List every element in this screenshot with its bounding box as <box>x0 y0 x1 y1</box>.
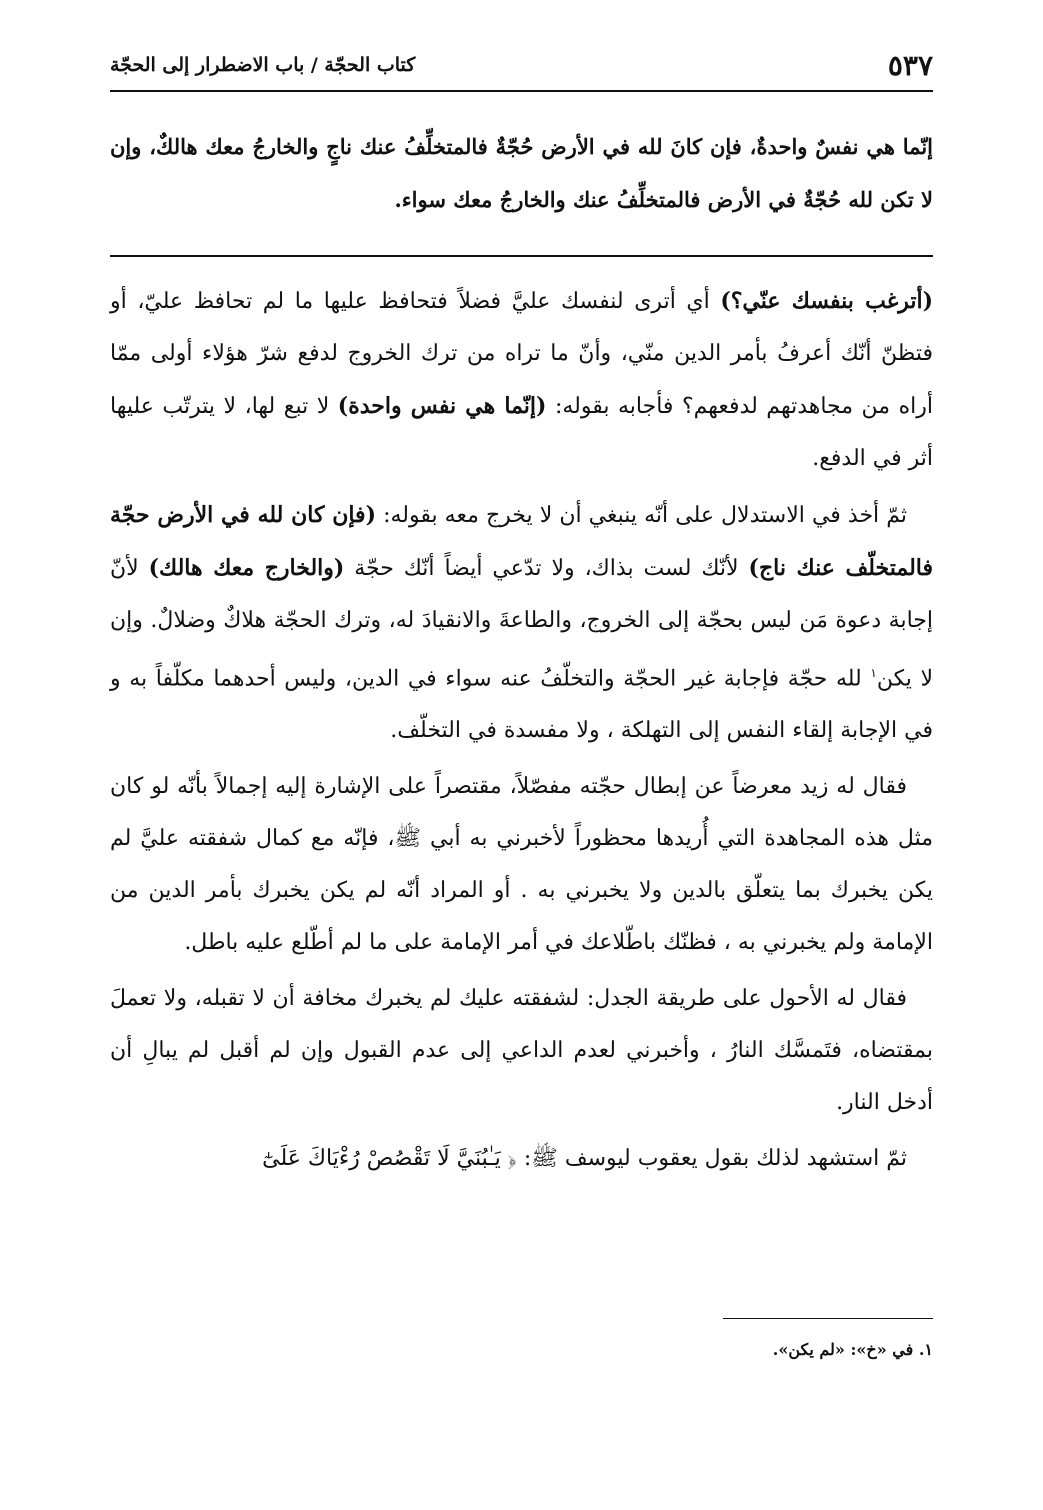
commentary-paragraph-1: (أترغب بنفسك عنّي؟) أي أترى لنفسك عليَّ فضلاً فتحافظ عليها ما لم تحافظ عليّ، أو فتظنّ أنّك أعرفُ بأمر الدين منّي، وأنّ ما تراه من ترك الخروج لدفع شرّ هؤلاء أولى ممّا أراه من مجاهدتهم لدفعهم؟ فأجابه بقوله: (إنّما هي نفس واحدة) لا تبع لها، لا يترتّب عليها أثر في الدفع. <box>110 288 933 471</box>
quoted-phrase: (والخارج معك هالك) <box>148 555 345 581</box>
footnote: ١. في «خ»: «لم يكن». <box>772 1340 933 1359</box>
quoted-phrase: (إنّما هي نفس واحدة) <box>337 393 547 419</box>
hadith-text: إنّما هي نفسٌ واحدةٌ، فإن كانَ لله في الأرض حُجّةٌ فالمتخلِّفُ عنك ناجٍ والخارجُ معك هالكٌ، وإن لا تكن لله حُجّةٌ في الأرض فالمتخلِّفُ عنك والخارجُ معك سواء. <box>110 134 933 212</box>
commentary-paragraph-5: ثمّ استشهد لذلك بقول يعقوب ليوسف ﷺ: ﴿ يَـٰبُنَيَّ لَا تَقْصُصْ رُءْيَاكَ عَلَىٰٓ <box>262 1146 907 1172</box>
page-number: ٥٣٧ <box>887 48 933 82</box>
commentary-paragraph-2: ثمّ أخذ في الاستدلال على أنّه ينبغي أن لا يخرج معه بقوله: (فإن كان لله في الأرض حجّة فالمتخلّف عنك ناج) لأنّك لست بذاك، ولا تدّعي أيضاً أنّك حجّة (والخارج معك هالك) لأنّ إجابة دعوة مَن ليس بحجّة إلى الخروج، والطاعةَ والانقيادَ له، وترك الحجّة هلاكٌ وضلالٌ. وإن لا يكن$^١$ لله حجّة فإجابة غير الحجّة والتخلّفُ عنه سواء في الدين، وليس أحدهما مكلّفاً به و في الإجابة إلقاء النفس إلى التهلكة ، ولا مفسدة في التخلّف. <box>110 502 934 744</box>
running-title: كتاب الحجّة / باب الاضطرار إلى الحجّة <box>110 54 416 76</box>
text-commentary-divider <box>110 255 933 257</box>
commentary-paragraph-4: فقال له الأحول على طريقة الجدل: لشفقته عليك لم يخبرك مخافة أن لا تقبله، ولا تعملَ بمقتضاه، فتَمسَّك النارُ ، وأخبرني لعدم الداعي إلى عدم القبول وإن لم أقبل لم يبالِ أن أدخل النار. <box>110 986 933 1116</box>
commentary <box>110 275 933 1189</box>
page-header <box>110 40 933 92</box>
quoted-phrase: (فإن كان لله في الأرض حجّة فالمتخلّف عنك ناج) <box>110 502 934 581</box>
footnote-divider <box>723 1318 933 1319</box>
quoted-phrase: (أترغب بنفسك عنّي؟) <box>720 288 933 314</box>
footnote-marker: ١ <box>870 666 877 680</box>
commentary-paragraph-3: فقال له زيد معرضاً عن إبطال حجّته مفصّلاً، مقتصراً على الإشارة إليه إجمالاً بأنّه لو كان مثل هذه المجاهدة التي أُريدها محظوراً لأخبرني به أبي ﷺ، فإنّه مع كمال شفقته عليَّ لم يكن يخبرك بما يتعلّق بالدين ولا يخبرني به . أو المراد أنّه لم يكن يخبرك بأمر الدين من الإمامة ولم يخبرني به ، فظنّك باطّلاعك في أمر الإمامة على ما لم أطّلع عليه باطل. <box>110 774 933 956</box>
